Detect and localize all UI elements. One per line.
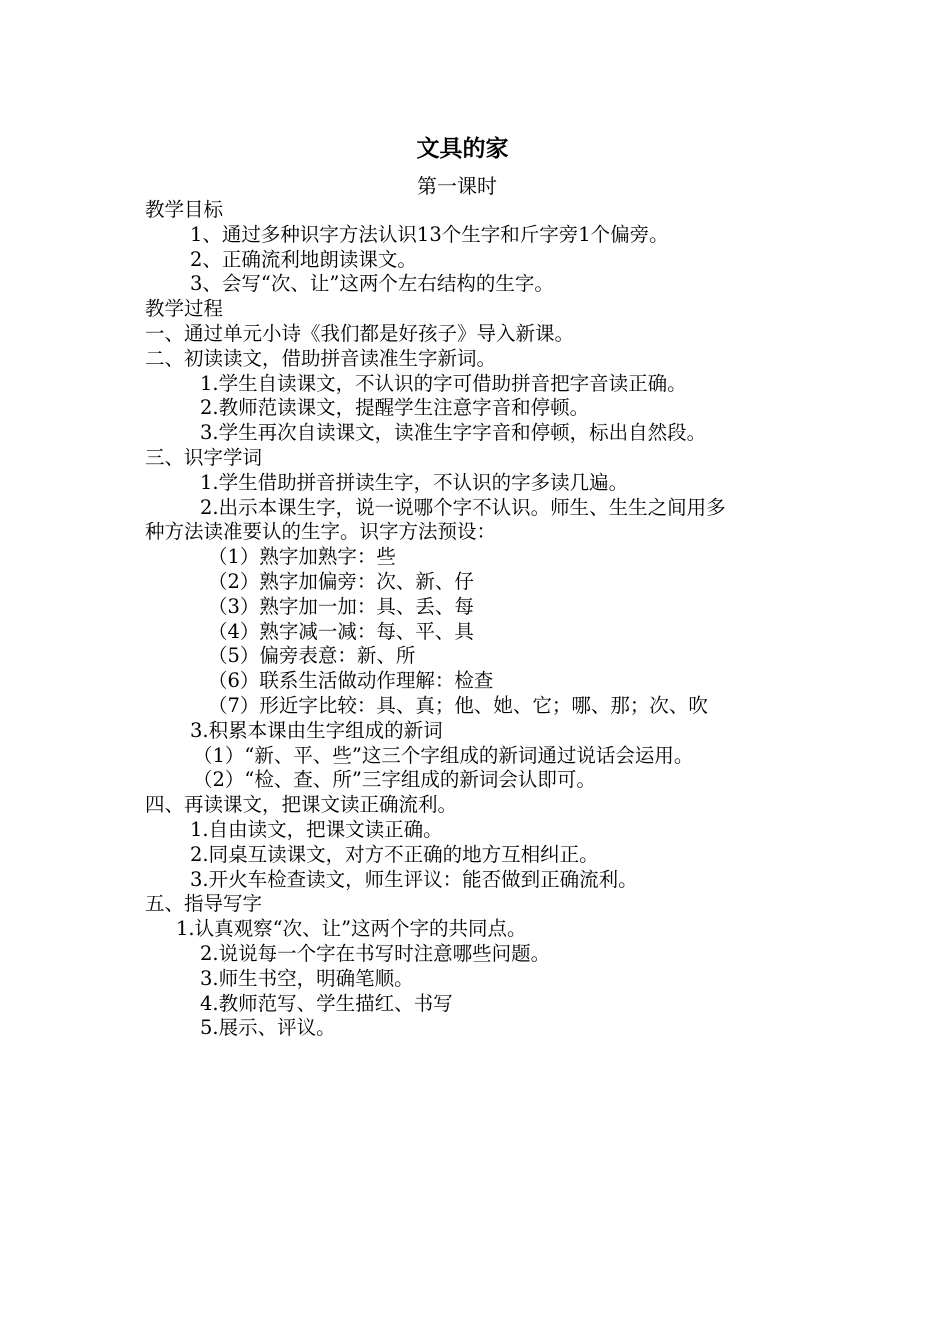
text-line [0,868,950,893]
text-line-content: 1.自由读文，把课文读正确。 [190,817,443,841]
document-body [0,198,950,1041]
text-line [0,570,950,595]
text-line-content: 2.同桌互读课文，对方不正确的地方互相纠正。 [190,842,599,866]
text-line [0,892,950,917]
text-line-content: （2）熟字加偏旁：次、新、仔 [208,569,474,593]
text-line-content: （1）熟字加熟字：些 [208,545,396,569]
text-line [0,520,950,545]
text-line-content: （3）熟字加一加：具、丢、每 [208,594,474,618]
text-line [0,793,950,818]
text-line-content: 3.学生再次自读课文，读准生字字音和停顿，标出自然段。 [200,421,707,445]
text-line-content: （1）“新、平、些”这三个字组成的新词通过说话会运用。 [193,743,694,767]
text-line [0,917,950,942]
text-line-content: 1.认真观察“次、让”这两个字的共同点。 [176,917,527,941]
text-line-content: 2.教师范读课文，提醒学生注意字音和停顿。 [200,396,590,420]
text-line [0,942,950,967]
text-line [0,818,950,843]
text-line [0,471,950,496]
text-line-content: 3、会写“次、让”这两个左右结构的生字。 [190,272,554,296]
text-line [0,223,950,248]
text-line-content: 1.学生自读课文，不认识的字可借助拼音把字音读正确。 [200,371,687,395]
text-line [0,1016,950,1041]
text-line-content: （7）形近字比较：具、真；他、她、它；哪、那；次、吹 [208,693,708,717]
text-line-content: 教学目标 [145,198,224,221]
text-line [0,669,950,694]
text-line [0,744,950,769]
text-line-content: 四、再读课文，把课文读正确流利。 [145,793,458,817]
text-line-content: 3.开火车检查读文，师生评议：能否做到正确流利。 [190,867,638,891]
text-line [0,396,950,421]
text-line [0,496,950,521]
text-line-content: （6）联系生活做动作理解：检查 [208,669,494,693]
text-line [0,967,950,992]
text-line [0,421,950,446]
text-line-content: 1.学生借助拼音拼读生字，不认识的字多读几遍。 [200,470,629,494]
text-line-content: 3.师生书空，明确笔顺。 [200,966,414,990]
text-line [0,768,950,793]
text-line-content: 1、通过多种识字方法认识13个生字和斤字旁1个偏旁。 [190,222,669,246]
text-line [0,992,950,1017]
text-line [0,719,950,744]
text-line-content: （4）熟字减一减：每、平、具 [208,619,474,643]
text-line [0,272,950,297]
text-line [0,347,950,372]
text-line-content: 2.说说每一个字在书写时注意哪些问题。 [200,941,551,965]
text-line-content: 5.展示、评议。 [200,1016,336,1040]
text-line [0,644,950,669]
text-line [0,198,950,223]
text-line [0,843,950,868]
text-line [0,446,950,471]
text-line-content: 五、指导写字 [145,892,263,916]
text-line [0,372,950,397]
text-line-content: 二、初读读文，借助拼音读准生字新词。 [145,346,497,370]
text-line-content: 教学过程 [145,297,224,321]
text-line-content: （5）偏旁表意：新、所 [208,644,416,668]
text-line-content: 3.积累本课由生字组成的新词 [190,718,443,742]
text-line-content: 2、正确流利地朗读课文。 [190,247,417,271]
text-line-content: 4.教师范写、学生描红、书写 [200,991,453,1015]
text-line [0,322,950,347]
document-title: 文具的家 [416,136,509,162]
text-line-content: 三、识字学词 [145,445,263,469]
text-line-content: 一、通过单元小诗《我们都是好孩子》导入新课。 [145,321,575,345]
text-line [0,545,950,570]
text-line-content: （2）“检、查、所”三字组成的新词会认即可。 [193,768,596,792]
document-subtitle: 第一课时 [417,174,497,198]
text-line [0,694,950,719]
text-line [0,297,950,322]
text-line-content: 种方法读准要认的生字。识字方法预设： [145,520,497,544]
text-line [0,248,950,273]
text-line [0,595,950,620]
text-line-content: 2.出示本课生字，说一说哪个字不认识。师生、生生之间用多 [200,495,726,519]
text-line [0,620,950,645]
